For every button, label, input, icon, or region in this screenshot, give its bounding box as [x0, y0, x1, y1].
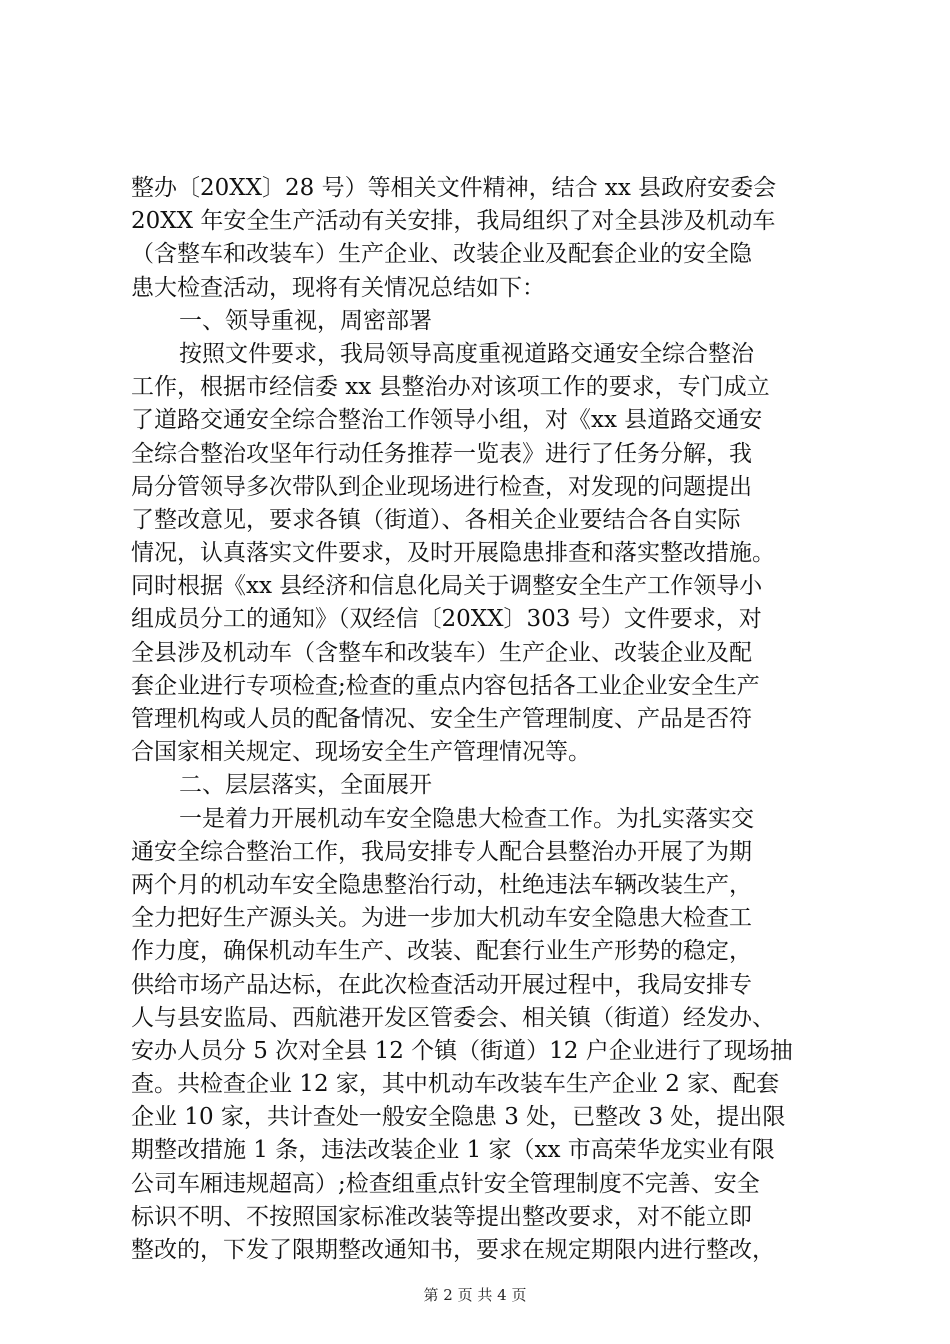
- text-line: 组成员分工的通知》（双经信〔20XX〕303 号）文件要求，对: [131, 606, 762, 633]
- text-line: 标识不明、不按照国家标准改装等提出整改要求，对不能立即: [131, 1203, 752, 1230]
- text-line: 整办〔20XX〕28 号）等相关文件精神，结合 xx 县政府安委会: [131, 175, 777, 201]
- text-line: 管理机构或人员的配备情况、安全生产管理制度、产品是否符: [131, 706, 752, 732]
- document-body: [131, 172, 831, 1267]
- text-line: 全综合整治攻坚年行动任务推荐一览表》进行了任务分解，我: [131, 440, 752, 467]
- text-line: 供给市场产品达标，在此次检查活动开展过程中，我局安排专: [131, 971, 752, 998]
- text-line: 一是着力开展机动车安全隐患大检查工作。为扎实落实交: [179, 805, 754, 832]
- page-footer: 第 2 页 共 4 页: [423, 1286, 527, 1304]
- text-line: 工作，根据市经信委 xx 县整治办对该项工作的要求，专门成立: [131, 374, 770, 401]
- text-line: 按照文件要求，我局领导高度重视道路交通安全综合整治: [179, 340, 754, 367]
- text-line: 了道路交通安全综合整治工作领导小组，对《xx 县道路交通安: [131, 407, 763, 434]
- text-line: 人与县安监局、西航港开发区管委会、相关镇（街道）经发办、: [131, 1004, 775, 1031]
- text-line: 两个月的机动车安全隐患整治行动，杜绝违法车辆改装生产，: [131, 871, 752, 898]
- section-heading: 一、领导重视，周密部署: [179, 307, 432, 334]
- section-heading: 二、层层落实，全面展开: [179, 772, 432, 799]
- text-line: 安办人员分 5 次对全县 12 个镇（街道）12 户企业进行了现场抽: [131, 1037, 793, 1064]
- text-line: 合国家相关规定、现场安全生产管理情况等。: [131, 739, 591, 766]
- text-line: 公司车厢违规超高）;检查组重点针安全管理制度不完善、安全: [131, 1170, 760, 1197]
- text-line: 全力把好生产源头关。为进一步加大机动车安全隐患大检查工: [131, 905, 752, 932]
- text-line: 期整改措施 1 条，违法改装企业 1 家（xx 市高荣华龙实业有限: [131, 1137, 775, 1164]
- text-line: 局分管领导多次带队到企业现场进行检查，对发现的问题提出: [131, 473, 752, 500]
- text-line: 套企业进行专项检查;检查的重点内容包括各工业企业安全生产: [131, 672, 760, 699]
- text-line: 作力度，确保机动车生产、改装、配套行业生产形势的稳定，: [131, 938, 752, 965]
- text-line: 了整改意见，要求各镇（街道）、各相关企业要结合各自实际: [131, 506, 741, 533]
- text-line: （含整车和改装车）生产企业、改装企业及配套企业的安全隐: [131, 241, 752, 268]
- text-line: 情况，认真落实文件要求，及时开展隐患排查和落实整改措施。: [131, 540, 775, 567]
- text-line: 全县涉及机动车（含整车和改装车）生产企业、改装企业及配: [131, 639, 752, 666]
- text-line: 企业 10 家，共计查处一般安全隐患 3 处，已整改 3 处，提出限: [131, 1104, 786, 1131]
- text-line: 患大检查活动，现将有关情况总结如下：: [131, 274, 545, 301]
- text-line: 整改的，下发了限期整改通知书，要求在规定期限内进行整改，: [131, 1237, 775, 1263]
- text-line: 查。共检查企业 12 家，其中机动车改装车生产企业 2 家、配套: [131, 1071, 780, 1098]
- text-line: 同时根据《xx 县经济和信息化局关于调整安全生产工作领导小: [131, 573, 763, 600]
- text-line: 20XX 年安全生产活动有关安排，我局组织了对全县涉及机动车: [131, 208, 776, 235]
- text-line: 通安全综合整治工作，我局安排专人配合县整治办开展了为期: [131, 838, 752, 865]
